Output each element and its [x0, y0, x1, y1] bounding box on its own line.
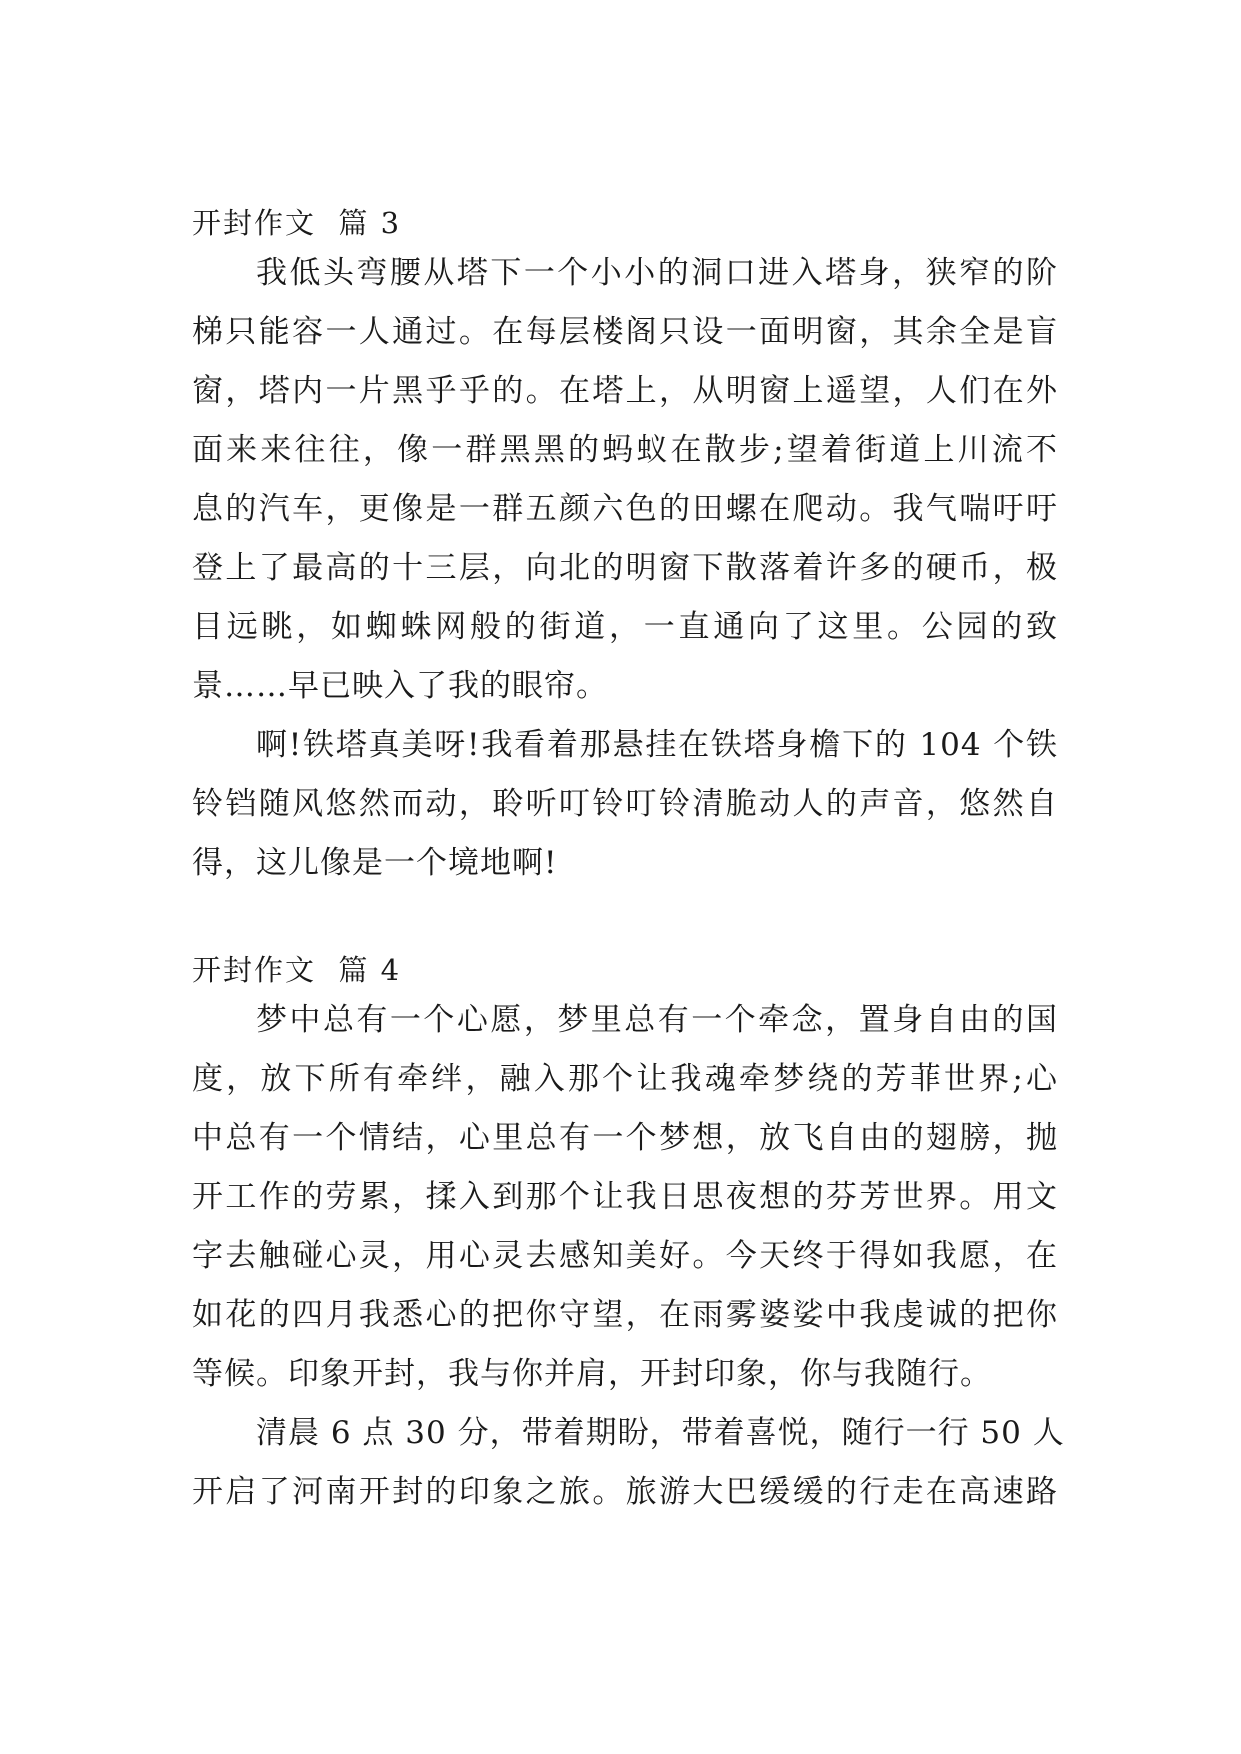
text-line: 中总有一个情结，心里总有一个梦想，放飞自由的翅膀，抛 [192, 1120, 1058, 1156]
text-line: 如花的四月我悉心的把你守望，在雨雾婆娑中我虔诚的把你 [192, 1297, 1058, 1333]
text-line: 窗，塔内一片黑乎乎的。在塔上，从明窗上遥望，人们在外 [192, 373, 1058, 409]
text-line: 景……早已映入了我的眼帘。 [192, 668, 608, 704]
text-line: 梦中总有一个心愿，梦里总有一个牵念，置身自由的国 [256, 1002, 1058, 1038]
text-line: 开启了河南开封的印象之旅。旅游大巴缓缓的行走在高速路 [192, 1474, 1058, 1510]
text-line: 目远眺，如蜘蛛网般的街道，一直通向了这里。公园的致 [192, 609, 1058, 645]
text-line: 清晨 6 点 30 分，带着期盼，带着喜悦，随行一行 50 人 [256, 1415, 1065, 1451]
text-line: 度，放下所有牵绊，融入那个让我魂牵梦绕的芳菲世界;心 [192, 1061, 1058, 1097]
text-line: 梯只能容一人通过。在每层楼阁只设一面明窗，其余全是盲 [192, 314, 1058, 350]
text-line: 等候。印象开封，我与你并肩，开封印象，你与我随行。 [192, 1356, 992, 1392]
text-line: 铃铛随风悠然而动，聆听叮铃叮铃清脆动人的声音，悠然自 [192, 786, 1058, 822]
text-line: 登上了最高的十三层，向北的明窗下散落着许多的硬币，极 [192, 550, 1058, 586]
section-heading: 开封作文 篇 4 [192, 953, 402, 987]
text-line: 啊!铁塔真美呀!我看着那悬挂在铁塔身檐下的 104 个铁 [256, 727, 1058, 763]
text-line: 开工作的劳累，揉入到那个让我日思夜想的芬芳世界。用文 [192, 1179, 1058, 1215]
text-line: 我低头弯腰从塔下一个小小的洞口进入塔身，狭窄的阶 [256, 255, 1058, 291]
section-heading: 开封作文 篇 3 [192, 206, 402, 240]
text-line: 息的汽车，更像是一群五颜六色的田螺在爬动。我气喘吁吁 [192, 491, 1058, 527]
text-line: 得，这儿像是一个境地啊! [192, 845, 558, 881]
text-line: 面来来往往，像一群黑黑的蚂蚁在散步;望着街道上川流不 [192, 432, 1058, 468]
text-line: 字去触碰心灵，用心灵去感知美好。今天终于得如我愿，在 [192, 1238, 1058, 1274]
